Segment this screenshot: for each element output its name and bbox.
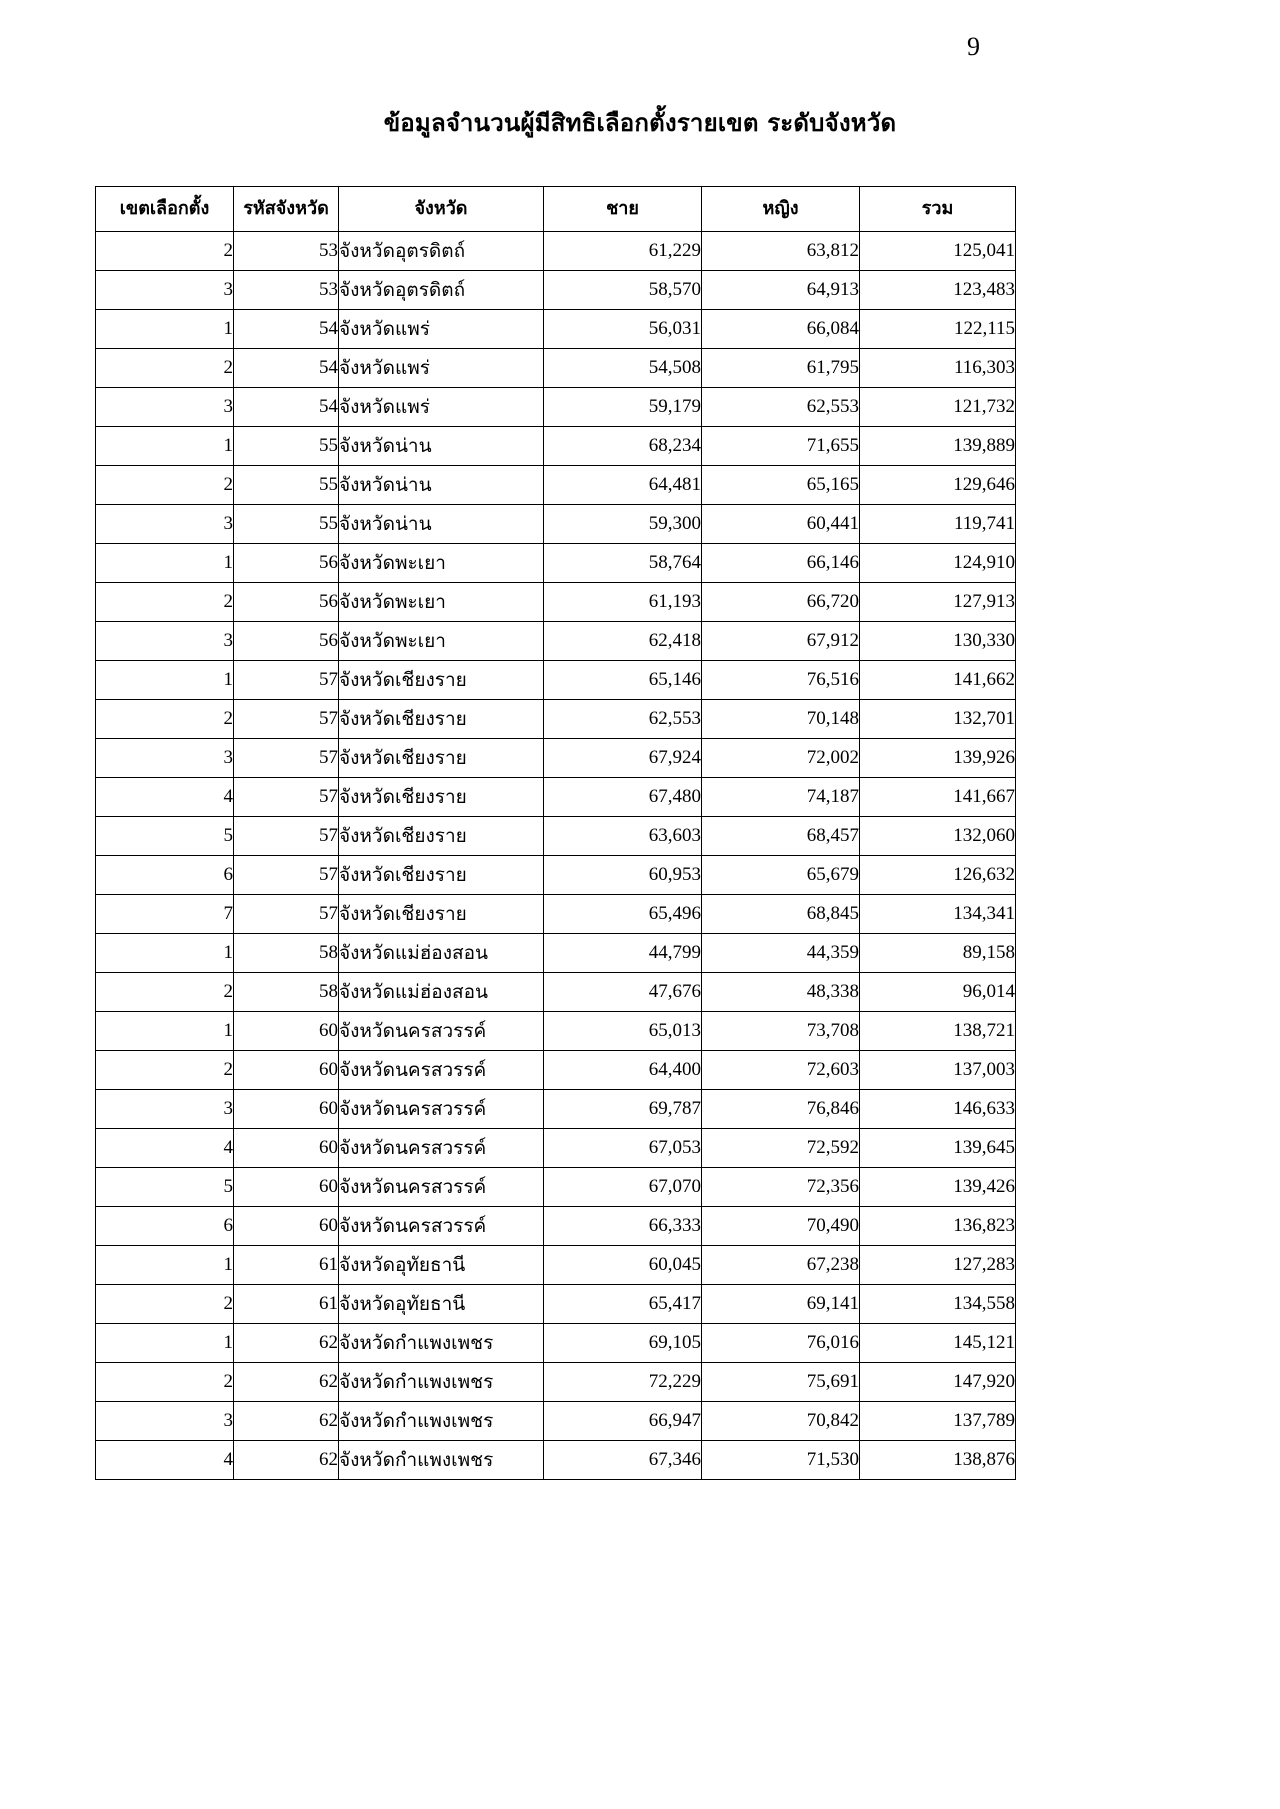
cell-province-code: 57 — [234, 661, 339, 700]
cell-female: 72,592 — [702, 1129, 860, 1168]
cell-province-code: 60 — [234, 1051, 339, 1090]
cell-female: 63,812 — [702, 232, 860, 271]
cell-province-name: จังหวัดน่าน — [339, 466, 544, 505]
cell-province-code: 61 — [234, 1246, 339, 1285]
cell-male: 64,400 — [544, 1051, 702, 1090]
table-row — [96, 1051, 1016, 1090]
cell-province-name: จังหวัดแม่ฮ่องสอน — [339, 973, 544, 1012]
table-row — [96, 1129, 1016, 1168]
cell-province-name: จังหวัดกำแพงเพชร — [339, 1441, 544, 1480]
cell-zone: 3 — [96, 505, 234, 544]
cell-total: 137,003 — [860, 1051, 1016, 1090]
cell-province-code: 62 — [234, 1402, 339, 1441]
cell-female: 71,655 — [702, 427, 860, 466]
table-row — [96, 1090, 1016, 1129]
cell-male: 58,570 — [544, 271, 702, 310]
cell-female: 68,845 — [702, 895, 860, 934]
cell-female: 65,165 — [702, 466, 860, 505]
cell-province-name: จังหวัดเชียงราย — [339, 817, 544, 856]
cell-male: 44,799 — [544, 934, 702, 973]
cell-zone: 3 — [96, 271, 234, 310]
cell-zone: 7 — [96, 895, 234, 934]
cell-female: 48,338 — [702, 973, 860, 1012]
table-row — [96, 1324, 1016, 1363]
table-row — [96, 856, 1016, 895]
cell-female: 72,603 — [702, 1051, 860, 1090]
cell-female: 67,912 — [702, 622, 860, 661]
cell-province-name: จังหวัดเชียงราย — [339, 661, 544, 700]
cell-province-code: 57 — [234, 856, 339, 895]
cell-total: 139,645 — [860, 1129, 1016, 1168]
cell-female: 65,679 — [702, 856, 860, 895]
cell-zone: 2 — [96, 1051, 234, 1090]
cell-province-name: จังหวัดนครสวรรค์ — [339, 1012, 544, 1051]
cell-zone: 1 — [96, 544, 234, 583]
cell-province-name: จังหวัดกำแพงเพชร — [339, 1363, 544, 1402]
cell-zone: 1 — [96, 310, 234, 349]
cell-province-name: จังหวัดพะเยา — [339, 583, 544, 622]
cell-zone: 1 — [96, 1246, 234, 1285]
cell-zone: 3 — [96, 622, 234, 661]
cell-province-name: จังหวัดเชียงราย — [339, 739, 544, 778]
table-row — [96, 1012, 1016, 1051]
cell-female: 70,842 — [702, 1402, 860, 1441]
cell-province-name: จังหวัดพะเยา — [339, 544, 544, 583]
cell-male: 65,496 — [544, 895, 702, 934]
cell-total: 141,667 — [860, 778, 1016, 817]
cell-province-name: จังหวัดอุทัยธานี — [339, 1246, 544, 1285]
table-row — [96, 739, 1016, 778]
table-row — [96, 388, 1016, 427]
cell-province-name: จังหวัดนครสวรรค์ — [339, 1051, 544, 1090]
cell-total: 130,330 — [860, 622, 1016, 661]
cell-male: 72,229 — [544, 1363, 702, 1402]
table-row — [96, 1363, 1016, 1402]
cell-total: 146,633 — [860, 1090, 1016, 1129]
cell-province-code: 60 — [234, 1090, 339, 1129]
cell-male: 67,346 — [544, 1441, 702, 1480]
cell-male: 54,508 — [544, 349, 702, 388]
cell-total: 132,060 — [860, 817, 1016, 856]
cell-province-name: จังหวัดอุทัยธานี — [339, 1285, 544, 1324]
cell-zone: 3 — [96, 739, 234, 778]
cell-total: 127,913 — [860, 583, 1016, 622]
cell-province-name: จังหวัดน่าน — [339, 427, 544, 466]
cell-province-code: 58 — [234, 934, 339, 973]
cell-province-name: จังหวัดแพร่ — [339, 349, 544, 388]
cell-province-code: 56 — [234, 544, 339, 583]
cell-male: 69,105 — [544, 1324, 702, 1363]
voters-table — [95, 186, 1016, 1480]
cell-total: 127,283 — [860, 1246, 1016, 1285]
cell-total: 139,426 — [860, 1168, 1016, 1207]
cell-male: 62,553 — [544, 700, 702, 739]
cell-total: 121,732 — [860, 388, 1016, 427]
cell-female: 74,187 — [702, 778, 860, 817]
cell-province-code: 62 — [234, 1441, 339, 1480]
cell-zone: 2 — [96, 466, 234, 505]
cell-total: 123,483 — [860, 271, 1016, 310]
cell-female: 60,441 — [702, 505, 860, 544]
cell-province-code: 58 — [234, 973, 339, 1012]
cell-province-code: 62 — [234, 1324, 339, 1363]
cell-male: 65,417 — [544, 1285, 702, 1324]
table-row — [96, 778, 1016, 817]
column-header-female: หญิง — [702, 187, 860, 232]
cell-female: 76,016 — [702, 1324, 860, 1363]
cell-zone: 2 — [96, 1363, 234, 1402]
cell-province-name: จังหวัดกำแพงเพชร — [339, 1402, 544, 1441]
table-row — [96, 895, 1016, 934]
cell-province-code: 53 — [234, 271, 339, 310]
table-row — [96, 271, 1016, 310]
cell-province-code: 55 — [234, 427, 339, 466]
table-body — [96, 232, 1016, 1480]
table-row — [96, 1402, 1016, 1441]
cell-zone: 1 — [96, 934, 234, 973]
cell-total: 134,558 — [860, 1285, 1016, 1324]
cell-total: 129,646 — [860, 466, 1016, 505]
cell-male: 47,676 — [544, 973, 702, 1012]
cell-total: 138,876 — [860, 1441, 1016, 1480]
cell-zone: 1 — [96, 1012, 234, 1051]
cell-total: 124,910 — [860, 544, 1016, 583]
cell-province-name: จังหวัดแม่ฮ่องสอน — [339, 934, 544, 973]
cell-female: 66,720 — [702, 583, 860, 622]
cell-total: 134,341 — [860, 895, 1016, 934]
cell-province-code: 57 — [234, 700, 339, 739]
cell-female: 44,359 — [702, 934, 860, 973]
cell-province-code: 53 — [234, 232, 339, 271]
table-row — [96, 934, 1016, 973]
cell-province-name: จังหวัดเชียงราย — [339, 700, 544, 739]
cell-province-code: 57 — [234, 895, 339, 934]
cell-zone: 2 — [96, 700, 234, 739]
cell-zone: 3 — [96, 1090, 234, 1129]
cell-total: 136,823 — [860, 1207, 1016, 1246]
cell-province-code: 60 — [234, 1168, 339, 1207]
cell-province-code: 55 — [234, 505, 339, 544]
cell-female: 73,708 — [702, 1012, 860, 1051]
cell-province-name: จังหวัดนครสวรรค์ — [339, 1207, 544, 1246]
cell-zone: 4 — [96, 1129, 234, 1168]
cell-male: 62,418 — [544, 622, 702, 661]
cell-province-name: จังหวัดแพร่ — [339, 388, 544, 427]
table-row — [96, 973, 1016, 1012]
cell-female: 76,516 — [702, 661, 860, 700]
table-row — [96, 544, 1016, 583]
cell-male: 66,333 — [544, 1207, 702, 1246]
cell-zone: 5 — [96, 1168, 234, 1207]
cell-male: 67,070 — [544, 1168, 702, 1207]
table-row — [96, 1285, 1016, 1324]
column-header-total: รวม — [860, 187, 1016, 232]
cell-province-code: 60 — [234, 1207, 339, 1246]
table-row — [96, 1168, 1016, 1207]
cell-female: 64,913 — [702, 271, 860, 310]
cell-male: 61,229 — [544, 232, 702, 271]
cell-total: 139,926 — [860, 739, 1016, 778]
cell-male: 65,013 — [544, 1012, 702, 1051]
cell-province-name: จังหวัดอุตรดิตถ์ — [339, 271, 544, 310]
cell-female: 68,457 — [702, 817, 860, 856]
cell-zone: 6 — [96, 1207, 234, 1246]
cell-male: 60,045 — [544, 1246, 702, 1285]
cell-province-code: 54 — [234, 310, 339, 349]
table-row — [96, 1441, 1016, 1480]
cell-province-name: จังหวัดเชียงราย — [339, 895, 544, 934]
cell-province-code: 54 — [234, 388, 339, 427]
cell-female: 66,084 — [702, 310, 860, 349]
cell-province-code: 62 — [234, 1363, 339, 1402]
cell-zone: 1 — [96, 1324, 234, 1363]
cell-province-code: 60 — [234, 1129, 339, 1168]
cell-province-name: จังหวัดกำแพงเพชร — [339, 1324, 544, 1363]
cell-province-name: จังหวัดเชียงราย — [339, 778, 544, 817]
table-row — [96, 505, 1016, 544]
cell-total: 116,303 — [860, 349, 1016, 388]
cell-total: 139,889 — [860, 427, 1016, 466]
table-row — [96, 310, 1016, 349]
cell-female: 62,553 — [702, 388, 860, 427]
cell-province-name: จังหวัดพะเยา — [339, 622, 544, 661]
cell-zone: 2 — [96, 349, 234, 388]
table-row — [96, 349, 1016, 388]
cell-total: 132,701 — [860, 700, 1016, 739]
cell-male: 68,234 — [544, 427, 702, 466]
cell-male: 64,481 — [544, 466, 702, 505]
cell-zone: 2 — [96, 583, 234, 622]
cell-total: 122,115 — [860, 310, 1016, 349]
cell-zone: 6 — [96, 856, 234, 895]
table-row — [96, 1246, 1016, 1285]
cell-male: 59,179 — [544, 388, 702, 427]
cell-zone: 3 — [96, 1402, 234, 1441]
cell-male: 61,193 — [544, 583, 702, 622]
cell-province-name: จังหวัดอุตรดิตถ์ — [339, 232, 544, 271]
cell-province-name: จังหวัดนครสวรรค์ — [339, 1129, 544, 1168]
cell-province-code: 54 — [234, 349, 339, 388]
cell-total: 119,741 — [860, 505, 1016, 544]
table-row — [96, 466, 1016, 505]
table-row — [96, 1207, 1016, 1246]
cell-female: 72,002 — [702, 739, 860, 778]
cell-female: 70,490 — [702, 1207, 860, 1246]
page-title: ข้อมูลจำนวนผู้มีสิทธิเลือกตั้งรายเขต ระดับจังหวัด — [383, 109, 897, 137]
cell-female: 67,238 — [702, 1246, 860, 1285]
cell-province-name: จังหวัดเชียงราย — [339, 856, 544, 895]
cell-male: 63,603 — [544, 817, 702, 856]
table-header — [96, 187, 1016, 232]
cell-female: 71,530 — [702, 1441, 860, 1480]
cell-province-name: จังหวัดแพร่ — [339, 310, 544, 349]
table-row — [96, 700, 1016, 739]
cell-zone: 4 — [96, 778, 234, 817]
cell-total: 145,121 — [860, 1324, 1016, 1363]
cell-province-name: จังหวัดนครสวรรค์ — [339, 1090, 544, 1129]
cell-female: 75,691 — [702, 1363, 860, 1402]
cell-zone: 2 — [96, 1285, 234, 1324]
table-row — [96, 232, 1016, 271]
cell-zone: 2 — [96, 232, 234, 271]
cell-male: 65,146 — [544, 661, 702, 700]
cell-zone: 1 — [96, 427, 234, 466]
cell-female: 61,795 — [702, 349, 860, 388]
cell-total: 96,014 — [860, 973, 1016, 1012]
table-row — [96, 427, 1016, 466]
table-row — [96, 622, 1016, 661]
table-row — [96, 583, 1016, 622]
cell-male: 56,031 — [544, 310, 702, 349]
cell-province-name: จังหวัดนครสวรรค์ — [339, 1168, 544, 1207]
cell-province-code: 56 — [234, 622, 339, 661]
cell-zone: 3 — [96, 388, 234, 427]
cell-female: 70,148 — [702, 700, 860, 739]
cell-zone: 4 — [96, 1441, 234, 1480]
cell-province-code: 60 — [234, 1012, 339, 1051]
cell-province-code: 61 — [234, 1285, 339, 1324]
cell-zone: 5 — [96, 817, 234, 856]
table-row — [96, 817, 1016, 856]
cell-male: 67,053 — [544, 1129, 702, 1168]
cell-male: 59,300 — [544, 505, 702, 544]
cell-male: 69,787 — [544, 1090, 702, 1129]
cell-total: 141,662 — [860, 661, 1016, 700]
cell-total: 137,789 — [860, 1402, 1016, 1441]
cell-zone: 1 — [96, 661, 234, 700]
cell-province-code: 55 — [234, 466, 339, 505]
column-header-province: จังหวัด — [339, 187, 544, 232]
cell-province-code: 57 — [234, 817, 339, 856]
column-header-zone: เขตเลือกตั้ง — [96, 187, 234, 232]
cell-female: 76,846 — [702, 1090, 860, 1129]
column-header-code: รหัสจังหวัด — [234, 187, 339, 232]
cell-male: 58,764 — [544, 544, 702, 583]
cell-male: 67,480 — [544, 778, 702, 817]
cell-total: 138,721 — [860, 1012, 1016, 1051]
cell-male: 67,924 — [544, 739, 702, 778]
cell-male: 60,953 — [544, 856, 702, 895]
cell-female: 66,146 — [702, 544, 860, 583]
cell-province-code: 57 — [234, 778, 339, 817]
cell-province-name: จังหวัดน่าน — [339, 505, 544, 544]
cell-zone: 2 — [96, 973, 234, 1012]
cell-total: 89,158 — [860, 934, 1016, 973]
cell-total: 126,632 — [860, 856, 1016, 895]
cell-province-code: 57 — [234, 739, 339, 778]
cell-total: 125,041 — [860, 232, 1016, 271]
cell-total: 147,920 — [860, 1363, 1016, 1402]
cell-province-code: 56 — [234, 583, 339, 622]
table-header-row — [96, 187, 1016, 232]
cell-female: 72,356 — [702, 1168, 860, 1207]
page-number: 9 — [967, 32, 980, 61]
column-header-male: ชาย — [544, 187, 702, 232]
cell-male: 66,947 — [544, 1402, 702, 1441]
table-row — [96, 661, 1016, 700]
cell-female: 69,141 — [702, 1285, 860, 1324]
voters-table-container — [95, 186, 1015, 1480]
